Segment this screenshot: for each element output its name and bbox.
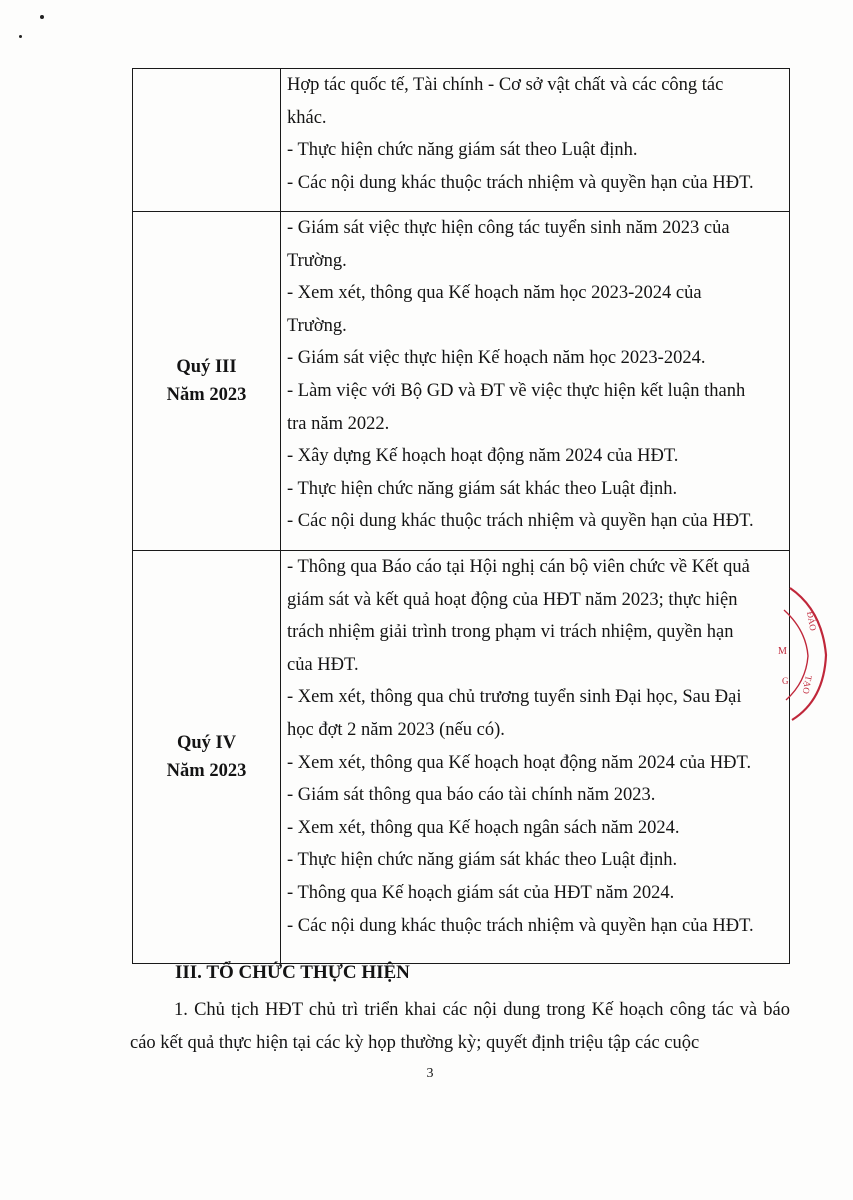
- content-cell: [281, 69, 790, 212]
- content-line: - Các nội dung khác thuộc trách nhiệm và quyền hạn của HĐT.: [287, 172, 754, 193]
- stamp-text: TẠO: [800, 674, 814, 695]
- content-line: - Thực hiện chức năng giám sát khác theo Luật định.: [287, 478, 678, 499]
- content-line: Hợp tác quốc tế, Tài chính - Cơ sở vật chất và các công tác: [287, 75, 724, 95]
- content-line: - Xem xét, thông qua chủ trương tuyển sinh Đại học, Sau Đại: [287, 687, 742, 708]
- content-cell: [281, 551, 790, 964]
- period-year: Năm 2023: [166, 385, 247, 405]
- content-line: - Giám sát thông qua báo cáo tài chính năm 2023.: [287, 785, 656, 806]
- table-row: [133, 69, 790, 212]
- content-line: - Xem xét, thông qua Kế hoạch ngân sách năm 2024.: [287, 817, 680, 838]
- content-line: - Giám sát việc thực hiện công tác tuyển sinh năm 2023 của: [287, 218, 730, 238]
- content-line: - Giám sát việc thực hiện Kế hoạch năm học 2023-2024.: [287, 348, 706, 369]
- section-heading: III. TỔ CHỨC THỰC HIỆN: [175, 962, 410, 983]
- content-line: khác.: [287, 107, 327, 128]
- stamp-text: M: [778, 646, 787, 657]
- stamp-text: ĐÀO: [805, 610, 819, 632]
- content-line: trách nhiệm giải trình trong phạm vi trách nhiệm, quyền hạn: [287, 622, 734, 643]
- period-cell: [133, 551, 281, 964]
- table-row: [133, 551, 790, 964]
- content-line: - Các nội dung khác thuộc trách nhiệm và quyền hạn của HĐT.: [287, 511, 754, 532]
- activity-plan-table: [132, 68, 790, 964]
- content-line: tra năm 2022.: [287, 413, 390, 434]
- body-paragraph: [130, 994, 790, 1059]
- stamp-outer-ring: [790, 588, 826, 720]
- content-line: - Xem xét, thông qua Kế hoạch năm học 2023-2024 của: [287, 283, 702, 304]
- content-line: Trường.: [287, 315, 347, 336]
- content-line: Trường.: [287, 250, 347, 271]
- content-line: - Thực hiện chức năng giám sát theo Luật định.: [287, 140, 638, 161]
- content-line: - Thực hiện chức năng giám sát khác theo Luật định.: [287, 850, 678, 871]
- period-cell: [133, 212, 281, 551]
- content-line: - Xây dựng Kế hoạch hoạt động năm 2024 của HĐT.: [287, 446, 679, 467]
- content-line: - Thông qua Kế hoạch giám sát của HĐT năm 2024.: [287, 882, 675, 903]
- content-line: giám sát và kết quả hoạt động của HĐT năm 2023; thực hiện: [287, 589, 738, 610]
- period-year: Năm 2023: [166, 761, 247, 781]
- scan-speck: [19, 35, 22, 38]
- period-label: Quý IV: [176, 733, 237, 753]
- content-line: của HĐT.: [287, 654, 359, 675]
- content-line: - Làm việc với Bộ GD và ĐT về việc thực hiện kết luận thanh: [287, 380, 746, 401]
- page-number: 3: [426, 1066, 434, 1081]
- content-line: - Thông qua Báo cáo tại Hội nghị cán bộ viên chức về Kết quả: [287, 557, 750, 577]
- scan-speck: [40, 15, 44, 19]
- stamp-text: G: [782, 676, 789, 686]
- content-line: - Các nội dung khác thuộc trách nhiệm và quyền hạn của HĐT.: [287, 915, 754, 936]
- paragraph-text: 1. Chủ tịch HĐT chủ trì triển khai các nội dung trong Kế hoạch công tác và báo cáo kết quả thực hiện tại các kỳ họp thường kỳ; quyết định triệu tập các cuộc: [130, 1000, 790, 1053]
- period-cell: [133, 69, 281, 212]
- period-label: Quý III: [176, 357, 237, 377]
- content-line: - Xem xét, thông qua Kế hoạch hoạt động năm 2024 của HĐT.: [287, 752, 752, 773]
- content-cell: [281, 212, 790, 551]
- content-line: học đợt 2 năm 2023 (nếu có).: [287, 719, 505, 740]
- table-row: [133, 212, 790, 551]
